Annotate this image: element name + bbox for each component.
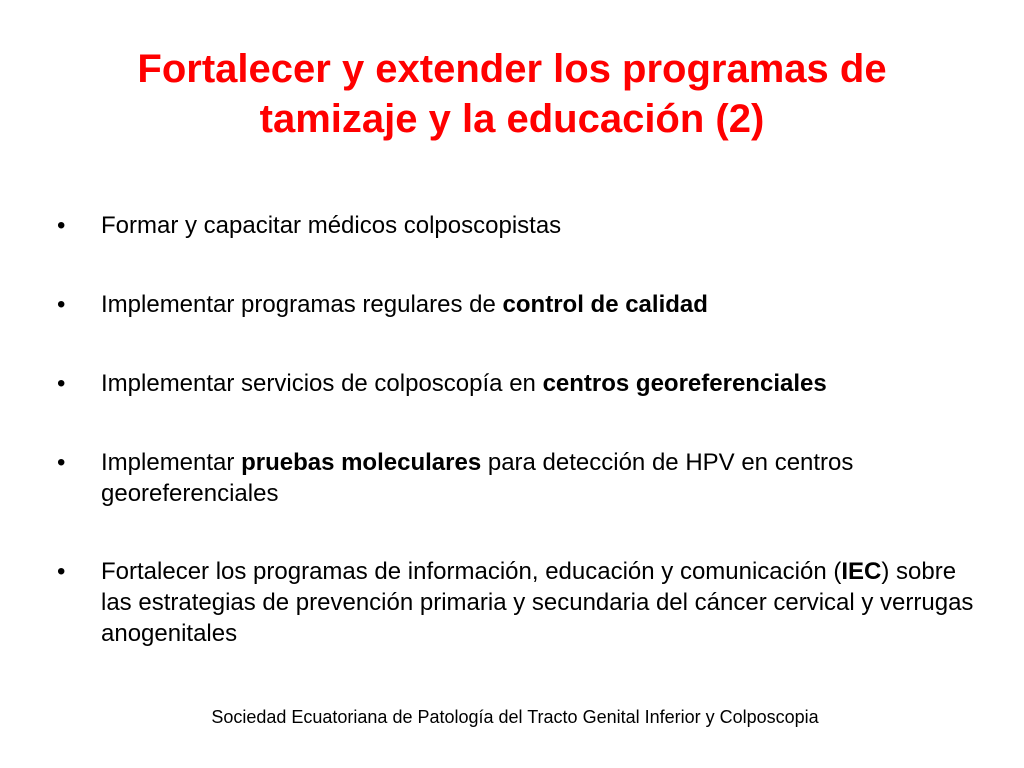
bullet-item xyxy=(57,556,977,649)
bullet-item xyxy=(57,210,977,241)
bullet-text: Formar y capacitar médicos colposcopistas xyxy=(101,212,562,239)
bullet-dot-icon: • xyxy=(57,370,66,397)
bullet-dot-icon: • xyxy=(57,449,66,476)
bullet-bold-text: control de calidad xyxy=(502,291,708,318)
bullet-list xyxy=(57,210,977,697)
bullet-text: ) sobre las estrategias de prevención primaria y secundaria del cáncer cervical y verrugas anogenitales xyxy=(101,558,974,647)
bullet-text: Implementar programas regulares de xyxy=(101,291,503,318)
slide-footer xyxy=(0,706,1024,728)
bullet-bold-text: pruebas moleculares xyxy=(241,449,482,476)
bullet-text: Implementar servicios de colposcopía en xyxy=(101,370,543,397)
slide-title xyxy=(60,44,964,144)
bullet-bold-text: centros georeferenciales xyxy=(542,370,827,397)
bullet-dot-icon: • xyxy=(57,291,66,318)
bullet-dot-icon: • xyxy=(57,558,66,585)
bullet-item xyxy=(57,289,977,320)
title-line-2: tamizaje y la educación (2) xyxy=(259,97,765,141)
bullet-text: para detección de HPV en centros georeferenciales xyxy=(101,449,854,507)
bullet-item xyxy=(57,368,977,399)
bullet-text: Implementar xyxy=(101,449,242,476)
bullet-dot-icon: • xyxy=(57,212,66,239)
footer-text: Sociedad Ecuatoriana de Patología del Tracto Genital Inferior y Colposcopia xyxy=(211,707,819,727)
bullet-bold-text: IEC xyxy=(841,558,882,585)
bullet-item xyxy=(57,447,977,509)
bullet-text: Fortalecer los programas de información, educación y comunicación ( xyxy=(101,558,842,585)
title-line-1: Fortalecer y extender los programas de xyxy=(137,47,887,91)
